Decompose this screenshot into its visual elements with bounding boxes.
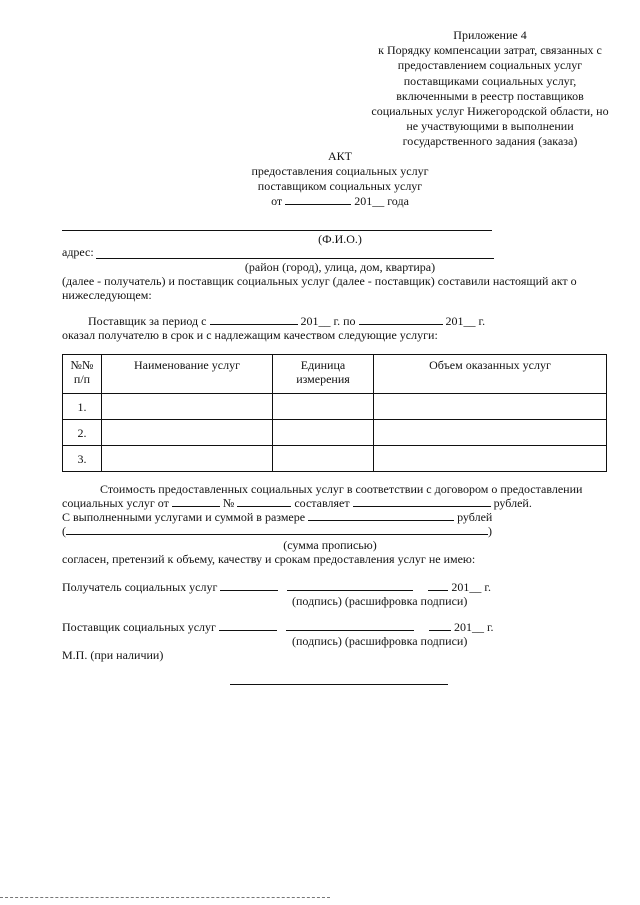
date-field[interactable]: [285, 194, 351, 205]
appendix-line: поставщиками социальных услуг,: [403, 73, 577, 88]
provider-date-field[interactable]: [429, 620, 451, 631]
scan-edge-divider: [0, 897, 330, 898]
cost-text: социальных услуг от № составляет рублей.: [62, 496, 532, 510]
cost-amount-field[interactable]: [353, 496, 491, 507]
agree-text: согласен, претензий к объему, качеству и срокам предоставления услуг не имею:: [62, 552, 476, 566]
appendix-line: Приложение 4: [453, 28, 527, 42]
fio-line[interactable]: [62, 230, 492, 231]
recipient-sign-row: Получатель социальных услуг 201__ г.: [62, 580, 491, 594]
table-cell[interactable]: [273, 420, 374, 446]
appendix-line: к Порядку компенсации затрат, связанных с: [378, 43, 602, 58]
table-cell[interactable]: [273, 446, 374, 472]
address-caption: (район (город), улица, дом, квартира): [244, 260, 436, 274]
table-cell: 1.: [63, 394, 102, 420]
table-header: Наименование услуг: [102, 355, 273, 394]
closing-divider: [230, 684, 448, 685]
table-row: [63, 394, 607, 420]
provider-signature-field[interactable]: [219, 620, 277, 631]
table-header: №№ п/п: [63, 355, 102, 394]
period-end-field[interactable]: [359, 314, 443, 325]
title-line: поставщиком социальных услуг: [257, 179, 423, 193]
provider-sign-row: Поставщик социальных услуг 201__ г.: [62, 620, 494, 634]
cost-text: С выполненными услугами и суммой в размере рублей: [62, 510, 493, 524]
title-act: АКТ: [328, 149, 352, 163]
appendix-block: [345, 28, 635, 150]
period-start-field[interactable]: [210, 314, 298, 325]
provider-name-field[interactable]: [286, 620, 414, 631]
title-date: от 201__ года: [271, 194, 409, 208]
table-cell[interactable]: [374, 420, 607, 446]
contract-number-field[interactable]: [237, 496, 291, 507]
sum-words-field[interactable]: [66, 524, 488, 535]
appendix-line: социальных услуг Нижегородской области, но: [371, 104, 609, 119]
table-cell[interactable]: [374, 394, 607, 420]
appendix-line: не участвующими в выполнении: [406, 119, 574, 134]
services-table: [62, 354, 607, 472]
fio-caption: (Ф.И.О.): [318, 232, 362, 246]
recipient-signature-field[interactable]: [220, 580, 278, 591]
address-line[interactable]: [96, 258, 494, 259]
sum-caption: (сумма прописью): [283, 538, 377, 552]
intro-text: нижеследующем:: [62, 288, 152, 302]
intro-text: (далее - получатель) и поставщик социальных услуг (далее - поставщик) составили настоящий акт о: [62, 274, 577, 288]
recipient-name-field[interactable]: [287, 580, 413, 591]
table-header-row: [63, 355, 607, 394]
table-row: [63, 446, 607, 472]
appendix-line: государственного задания (заказа): [402, 134, 578, 149]
table-row: [63, 420, 607, 446]
table-cell[interactable]: [102, 394, 273, 420]
stamp-text: М.П. (при наличии): [62, 648, 164, 662]
address-label: адрес:: [62, 245, 94, 259]
table-cell[interactable]: [102, 446, 273, 472]
provider-sign-caption: (подпись) (расшифровка подписи): [292, 634, 468, 648]
contract-date-field[interactable]: [172, 496, 220, 507]
table-cell[interactable]: [374, 446, 607, 472]
table-cell: 2.: [63, 420, 102, 446]
appendix-line: предоставлением социальных услуг: [397, 58, 583, 73]
sum-field[interactable]: [308, 510, 454, 521]
table-header: Единица измерения: [273, 355, 374, 394]
sum-words-row: ( ): [62, 524, 492, 538]
recipient-date-field[interactable]: [428, 580, 448, 591]
period-text: Поставщик за период с 201__ г. по 201__ г.: [88, 314, 486, 328]
title-line: предоставления социальных услуг: [251, 164, 429, 178]
table-cell[interactable]: [102, 420, 273, 446]
recipient-sign-caption: (подпись) (расшифровка подписи): [292, 594, 468, 608]
period-text: оказал получателю в срок и с надлежащим качеством следующие услуги:: [62, 328, 438, 342]
document-title: [200, 149, 480, 209]
table-cell: 3.: [63, 446, 102, 472]
table-header: Объем оказанных услуг: [374, 355, 607, 394]
cost-text: Стоимость предоставленных социальных услуг в соответствии с договором о предоставлении: [100, 482, 583, 496]
appendix-line: включенными в реестр поставщиков: [396, 88, 584, 103]
table-cell[interactable]: [273, 394, 374, 420]
